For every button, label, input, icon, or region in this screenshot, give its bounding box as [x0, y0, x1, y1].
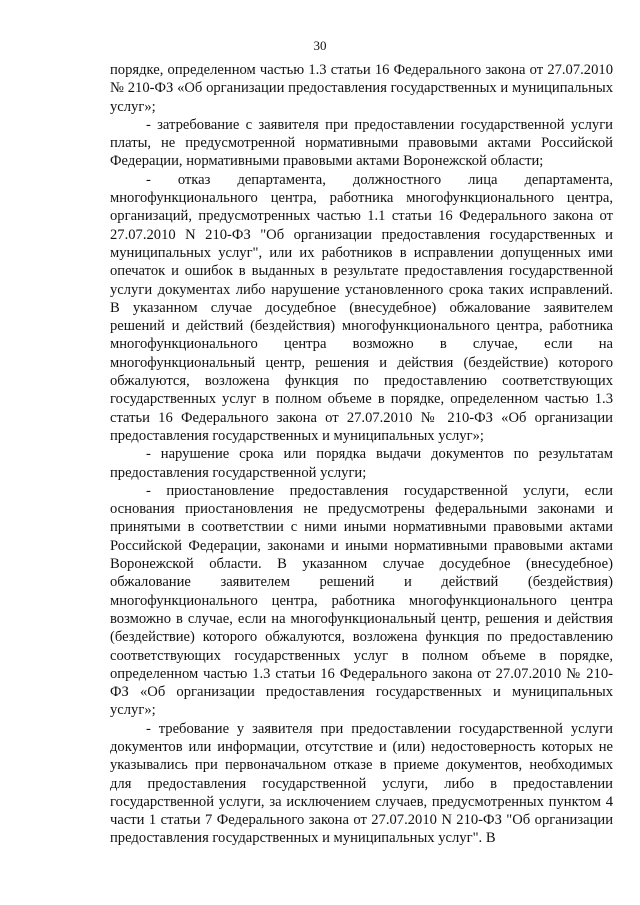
page-number: 30	[313, 38, 327, 53]
paragraph-service-suspension: - приостановление предоставления государственной услуги, если основания приостановления не предусмотрены федеральными законами и принятыми в соответствии с ними иными нормативными правовыми актами Российской Федерации, законами и иными нормативными правовыми актами Воронежской области. В указанном случае досудебное (внесудебное) обжалование заявителем решений и действий (бездействия) многофункционального центра, работника многофункционального центра возможно в случае, если на многофункциональный центр, решения и действия (бездействие) которого обжалуются, возложена функция по предоставлению соответствующих государственных услуг в полном объеме в порядке, определенном частью 1.3 статьи 16 Федерального закона от 27.07.2010 № 210-ФЗ «Об организации предоставления государственных и муниципальных услуг»;	[110, 482, 613, 719]
paragraph-document-requirement: - требование у заявителя при предоставлении государственной услуги документов или информации, отсутствие и (или) недостоверность которых не указывались при первоначальном отказе в приеме документов, необходимых для предоставления государственной услуги, либо в предоставлении государственной услуги, за исключением случаев, предусмотренных пунктом 4 части 1 статьи 7 Федерального закона от 27.07.2010 N 210-ФЗ "Об организации предоставления государственных и муниципальных услуг". В	[110, 720, 613, 847]
paragraph-issuance-violation: - нарушение срока или порядка выдачи документов по результатам предоставления государственной услуги;	[110, 446, 613, 481]
paragraph-continuation: порядке, определенном частью 1.3 статьи 16 Федерального закона от 27.07.2010 № 210-ФЗ «Об организации предоставления государственных и муниципальных услуг»;	[110, 62, 613, 115]
document-body	[110, 61, 613, 848]
paragraph-fee-requirement: - затребование с заявителя при предоставлении государственной услуги платы, не предусмотренной нормативными правовыми актами Российской Федерации, нормативными правовыми актами Воронежской области;	[110, 116, 613, 170]
paragraph-correction-refusal: - отказ департамента, должностного лица департамента, многофункционального центра, работника многофункционального центра, организаций, предусмотренных частью 1.1 статьи 16 Федерального закона от 27.07.2010 N 210-ФЗ "Об организации предоставления государственных и муниципальных услуг", или их работников в исправлении допущенных ими опечаток и ошибок в выданных в результате предоставления государственной услуги документах либо нарушение установленного срока таких исправлений. В указанном случае досудебное (внесудебное) обжалование заявителем решений и действий (бездействия) многофункционального центра, работника многофункционального центра возможно в случае, если на многофункциональный центр, решения и действия (бездействие) которого обжалуются, возложена функция по предоставлению соответствующих государственных услуг в полном объеме в порядке, определенном частью 1.3 статьи 16 Федерального закона от 27.07.2010 № 210-ФЗ «Об организации предоставления государственных и муниципальных услуг»;	[110, 171, 613, 444]
